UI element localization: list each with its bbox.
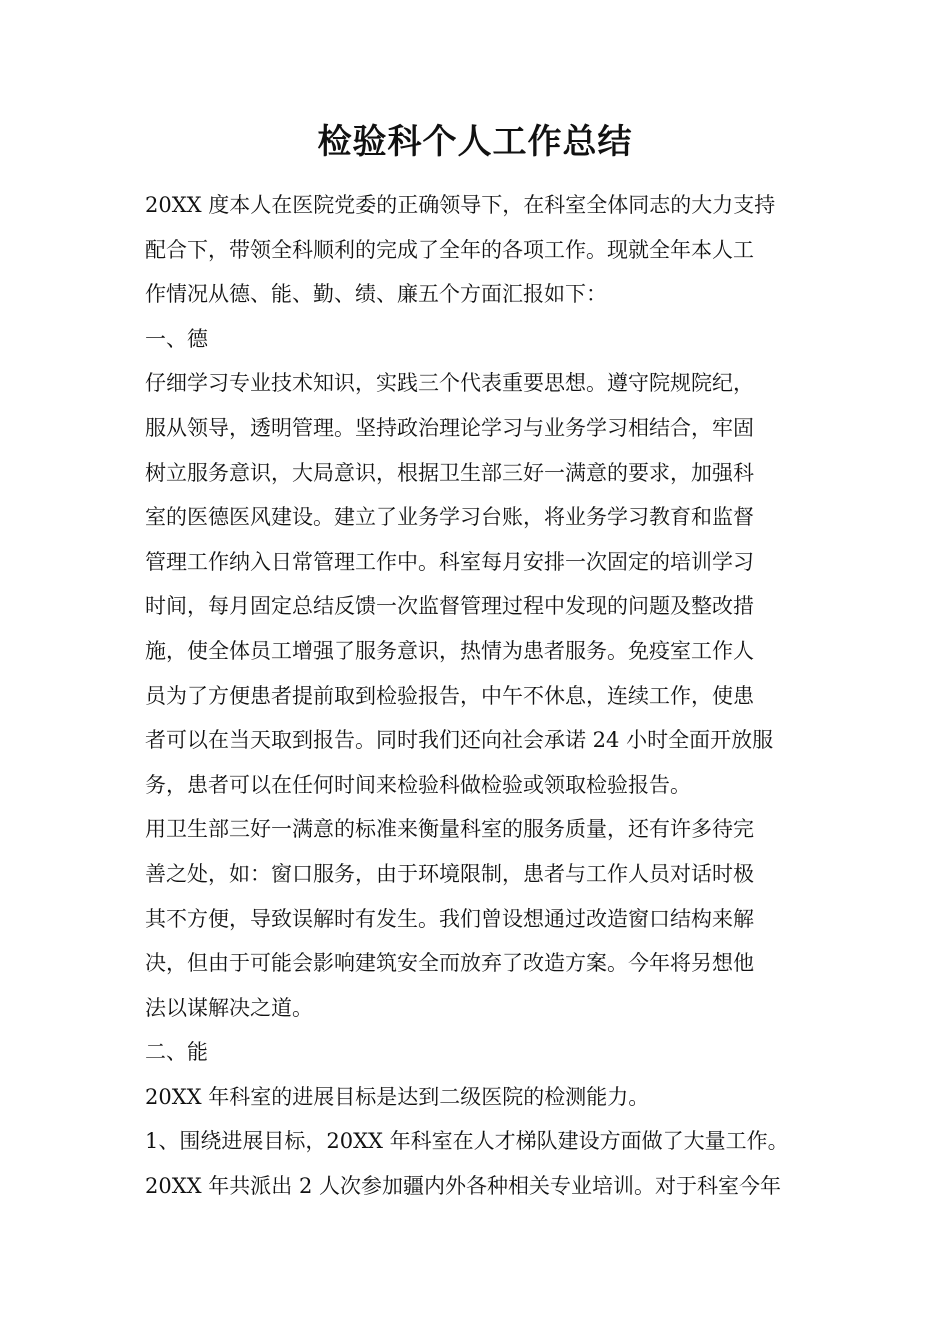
text-line: 仔细学习专业技术知识，实践三个代表重要思想。遵守院规院纪，	[145, 371, 754, 396]
document-body	[145, 183, 825, 1209]
text-line: 1、围绕进展目标，20XX 年科室在人才梯队建设方面做了大量工作。	[145, 1129, 789, 1154]
text-line: 配合下，带领全科顺利的完成了全年的各项工作。现就全年本人工	[145, 237, 754, 262]
section-heading: 二、能	[145, 1040, 208, 1065]
text-line: 作情况从德、能、勤、绩、廉五个方面汇报如下：	[145, 282, 607, 307]
text-line: 室的医德医风建设。建立了业务学习台账，将业务学习教育和监督	[145, 505, 754, 530]
text-line: 善之处，如：窗口服务，由于环境限制，患者与工作人员对话时极	[145, 861, 754, 886]
text-line: 树立服务意识，大局意识，根据卫生部三好一满意的要求，加强科	[145, 460, 754, 485]
section-heading: 一、德	[145, 326, 208, 351]
text-line: 施，使全体员工增强了服务意识，热情为患者服务。免疫室工作人	[145, 638, 754, 663]
text-line: 法以谋解决之道。	[145, 995, 313, 1020]
text-line: 员为了方便患者提前取到检验报告，中午不休息，连续工作，使患	[145, 683, 754, 708]
text-line: 管理工作纳入日常管理工作中。科室每月安排一次固定的培训学习	[145, 549, 754, 574]
text-line: 用卫生部三好一满意的标准来衡量科室的服务质量，还有许多待完	[145, 817, 754, 842]
text-line: 者可以在当天取到报告。同时我们还向社会承诺 24 小时全面开放服	[145, 728, 774, 753]
text-line: 服从领导，透明管理。坚持政治理论学习与业务学习相结合，牢固	[145, 415, 754, 440]
text-line: 务，患者可以在任何时间来检验科做检验或领取检验报告。	[145, 772, 691, 797]
text-line: 时间，每月固定总结反馈一次监督管理过程中发现的问题及整改措	[145, 594, 754, 619]
text-line: 20XX 年共派出 2 人次参加疆内外各种相关专业培训。对于科室今年	[145, 1174, 782, 1199]
text-line: 决，但由于可能会影响建筑安全而放弃了改造方案。今年将另想他	[145, 951, 754, 976]
document-title: 检验科个人工作总结	[317, 122, 633, 162]
text-line: 其不方便，导致误解时有发生。我们曾设想通过改造窗口结构来解	[145, 906, 754, 931]
text-line: 20XX 年科室的进展目标是达到二级医院的检测能力。	[145, 1084, 650, 1109]
text-line: 20XX 度本人在医院党委的正确领导下，在科室全体同志的大力支持	[145, 193, 776, 217]
